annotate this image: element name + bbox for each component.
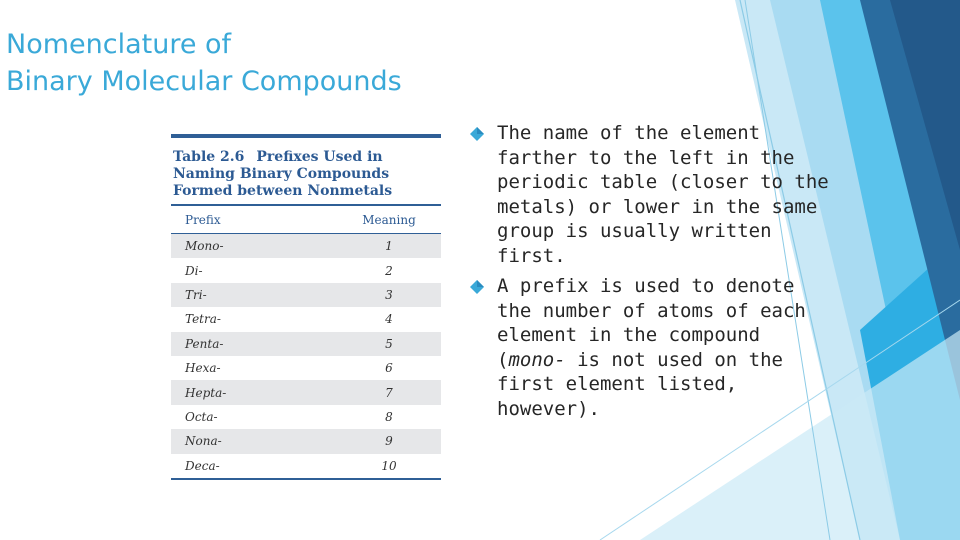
prefix-table xyxy=(171,134,441,480)
cell-meaning: 3 xyxy=(385,287,393,302)
cell-prefix: Octa- xyxy=(185,409,218,424)
bullet-text-2-emphasis: mono- xyxy=(508,348,566,371)
table-row xyxy=(171,429,441,453)
cell-prefix: Penta- xyxy=(185,336,224,351)
table-row xyxy=(171,380,441,404)
cell-meaning: 4 xyxy=(385,312,393,327)
cell-meaning: 8 xyxy=(385,409,393,424)
cell-prefix: Mono- xyxy=(185,239,224,254)
bullet-text-1: The name of the element farther to the left in the periodic table (closer to the metals) or lower in the same group is usually written first. xyxy=(497,122,829,267)
cell-prefix: Di- xyxy=(185,263,203,278)
cell-prefix: Tetra- xyxy=(185,312,221,327)
cell-meaning: 9 xyxy=(385,434,393,449)
bullet-text-2b: is not used on the first element listed, however). xyxy=(497,348,783,420)
cell-prefix: Hexa- xyxy=(185,361,221,376)
bullet-list xyxy=(470,121,830,427)
diamond-bullet-icon xyxy=(470,127,484,141)
table-caption xyxy=(173,149,441,200)
table-row xyxy=(171,356,441,380)
table-row xyxy=(171,405,441,429)
table-row xyxy=(171,307,441,331)
table-top-rule xyxy=(171,134,441,138)
slide-title-line2: Binary Molecular Compounds xyxy=(6,66,402,97)
cell-prefix: Tri- xyxy=(185,287,207,302)
cell-prefix: Nona- xyxy=(185,434,222,449)
table-bottom-rule xyxy=(171,478,441,480)
table-caption-line1: Prefixes Used in xyxy=(256,149,383,165)
table-number: Table 2.6 xyxy=(173,149,245,165)
cell-meaning: 1 xyxy=(385,239,393,254)
table-row xyxy=(171,454,441,478)
cell-meaning: 5 xyxy=(385,336,393,351)
bullet-item-2 xyxy=(470,274,830,421)
table-row xyxy=(171,283,441,307)
bullet-text-2a: A prefix is used to denote the number of atoms of each element in the compound ( xyxy=(497,275,806,371)
diamond-bullet-icon xyxy=(470,280,484,294)
table-caption-line2: Naming Binary Compounds xyxy=(173,166,390,182)
cell-prefix: Deca- xyxy=(185,458,220,473)
slide-title xyxy=(6,26,466,100)
column-header-prefix: Prefix xyxy=(185,212,221,227)
cell-meaning: 7 xyxy=(385,385,393,400)
table-header xyxy=(171,206,441,234)
table-row xyxy=(171,234,441,258)
column-header-meaning: Meaning xyxy=(362,212,416,227)
table-row xyxy=(171,258,441,282)
table-row xyxy=(171,332,441,356)
slide-title-line1: Nomenclature of xyxy=(6,29,232,60)
cell-meaning: 2 xyxy=(385,263,393,278)
cell-prefix: Hepta- xyxy=(185,385,227,400)
bullet-item-1 xyxy=(470,121,830,268)
table-body xyxy=(171,234,441,478)
table-caption-line3: Formed between Nonmetals xyxy=(173,183,393,199)
cell-meaning: 10 xyxy=(381,458,397,473)
cell-meaning: 6 xyxy=(385,361,393,376)
